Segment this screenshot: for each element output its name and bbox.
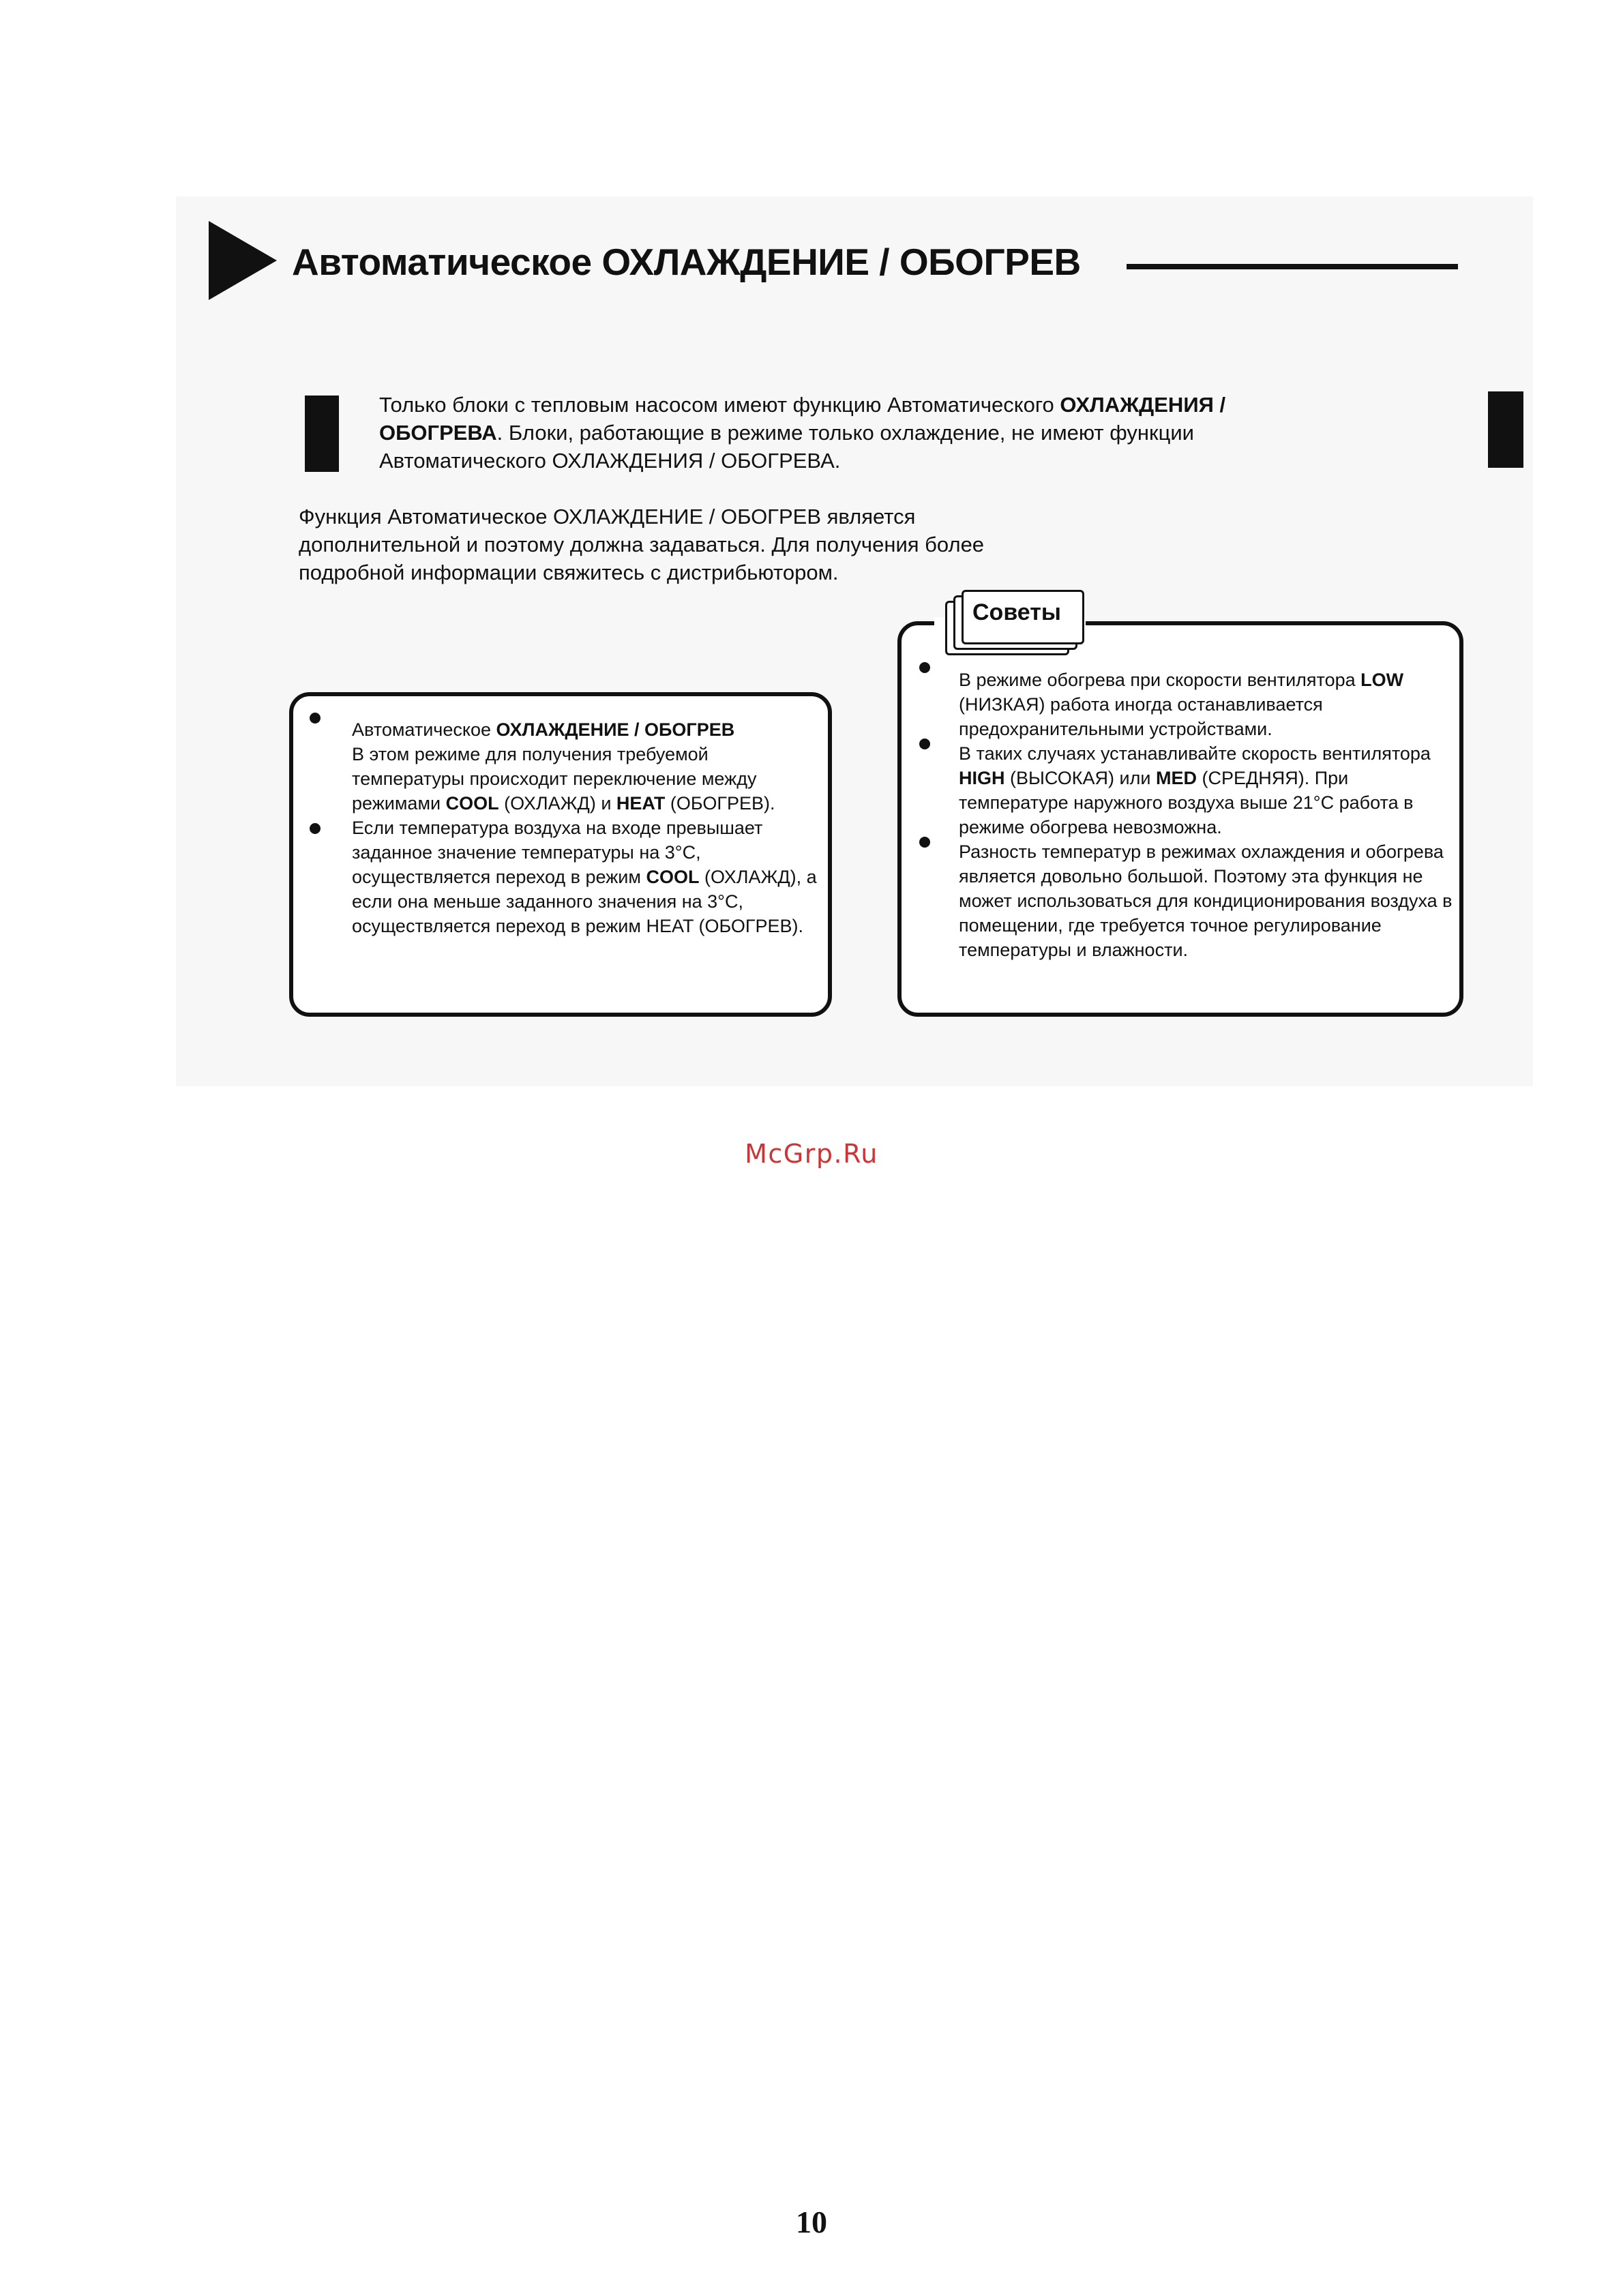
bullet-icon bbox=[919, 739, 930, 749]
item-1-prefix: Автоматическое bbox=[352, 719, 496, 740]
auto-mode-item-2 bbox=[352, 816, 822, 938]
heat-term: HEAT bbox=[616, 793, 666, 814]
high-term: HIGH bbox=[959, 768, 1005, 788]
bullet-icon bbox=[919, 837, 930, 848]
tip-2-text-a: В таких случаях устанавливайте скорость вентилятора bbox=[959, 743, 1431, 764]
item-1-text-c: (ОБОГРЕВ). bbox=[665, 793, 775, 814]
section-title: Автоматическое ОХЛАЖДЕНИЕ / ОБОГРЕВ bbox=[292, 241, 1081, 283]
optional-function-note: Функция Автоматическое ОХЛАЖДЕНИЕ / ОБОГРЕВ является дополнительной и поэтому должна задаваться. Для получения более подробной информации свяжитесь с дистрибьютором. bbox=[299, 505, 985, 584]
cool-term: COOL bbox=[646, 867, 700, 887]
auto-mode-item-1 bbox=[352, 717, 822, 816]
item-2-text-a: Если температура воздуха на входе превышает заданное значение температуры на 3°C, осуществляется переход в режим bbox=[352, 818, 763, 887]
item-2-text-b: (ОХЛАЖД), а если она меньше заданного значения на 3°C, осуществляется переход в режим HEAT (ОБОГРЕВ). bbox=[352, 867, 817, 936]
title-rule bbox=[1127, 264, 1458, 269]
bullet-icon bbox=[919, 662, 930, 673]
bullet-icon bbox=[310, 823, 321, 834]
med-term: MED bbox=[1155, 768, 1197, 788]
bullet-icon bbox=[310, 713, 321, 724]
intro-text-1: Только блоки с тепловым насосом имеют функцию Автоматического bbox=[379, 393, 1060, 417]
tip-item-3: Разность температур в режимах охлаждения и обогрева является довольно большой. Поэтому эта функция не может использоваться для кондиционирования воздуха в помещении, где требуется точное регулирование температуры и влажности. bbox=[959, 841, 1453, 960]
low-term: LOW bbox=[1360, 670, 1404, 690]
cool-term: COOL bbox=[445, 793, 499, 814]
item-1-bold: ОХЛАЖДЕНИЕ / ОБОГРЕВ bbox=[496, 719, 735, 740]
page-number: 10 bbox=[796, 2205, 827, 2239]
intro-paragraph bbox=[379, 391, 1327, 475]
item-1-text-a: В этом режиме для получения требуемой температуры происходит переключение между режимами bbox=[352, 744, 757, 814]
tip-2-text-b: (ВЫСОКАЯ) или bbox=[1004, 768, 1156, 788]
intro-bold-term: ОХЛАЖДЕНИЯ / ОБОГРЕВА bbox=[379, 393, 1226, 445]
watermark: McGrp.Ru bbox=[745, 1139, 878, 1169]
tip-1-text-a: В режиме обогрева при скорости вентилятора bbox=[959, 670, 1361, 690]
margin-marker-right bbox=[1488, 391, 1523, 468]
tip-item-1 bbox=[959, 668, 1457, 741]
tips-text bbox=[959, 668, 1457, 962]
auto-mode-text bbox=[352, 717, 822, 938]
section-arrow-icon bbox=[209, 221, 277, 300]
tips-label: Советы bbox=[972, 599, 1061, 625]
item-1-text-b: (ОХЛАЖД) и bbox=[498, 793, 616, 814]
tips-box bbox=[897, 621, 1463, 1017]
tip-item-2 bbox=[959, 741, 1457, 839]
margin-marker-left bbox=[305, 396, 339, 472]
auto-mode-box bbox=[289, 692, 832, 1017]
tip-1-text-b: (НИЗКАЯ) работа иногда останавливается предохранительными устройствами. bbox=[959, 694, 1323, 739]
intro-text-2: . Блоки, работающие в режиме только охлаждение, не имеют функции Автоматического ОХЛАЖДЕНИЯ / ОБОГРЕВА. bbox=[379, 421, 1194, 473]
tip-2-text-c: (СРЕДНЯЯ). При температуре наружного воздуха выше 21°C работа в режиме обогрева невозможна. bbox=[959, 768, 1414, 837]
